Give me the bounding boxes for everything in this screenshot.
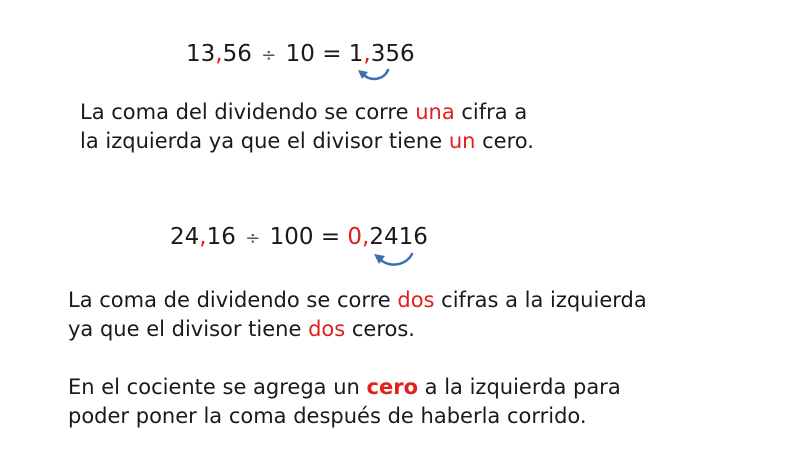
dividend-decimal: 16	[206, 224, 236, 250]
equation-1	[186, 43, 415, 66]
highlight-cero: cero	[366, 375, 418, 399]
divisor: 10	[285, 41, 315, 67]
division-sign: ÷	[261, 45, 277, 66]
division-sign: ÷	[245, 228, 261, 249]
divisor: 100	[269, 224, 314, 250]
explanation-2	[68, 286, 647, 344]
equals-sign: =	[320, 224, 341, 250]
explanation-1-line-2: la izquierda ya que el divisor tiene un cero.	[80, 129, 534, 153]
explanation-3-line-2: poder poner la coma después de haberla corrido.	[68, 404, 587, 428]
highlight-un: un	[448, 129, 476, 153]
highlight-dos: dos	[308, 317, 346, 341]
result-decimal: 356	[370, 41, 415, 67]
result-integer: 1	[348, 41, 364, 67]
curved-arrow-icon	[372, 250, 418, 272]
explanation-2-line-2: ya que el divisor tiene dos ceros.	[68, 317, 415, 341]
result-decimal: 2416	[369, 224, 428, 250]
explanation-1	[80, 98, 534, 156]
highlight-dos: dos	[397, 288, 435, 312]
dividend-comma: ,	[199, 224, 207, 250]
dividend-integer: 24	[170, 224, 200, 250]
dividend-integer: 13	[186, 41, 216, 67]
equals-sign: =	[322, 41, 342, 67]
equation-2	[170, 226, 428, 249]
curved-arrow-icon	[356, 66, 396, 86]
explanation-2-line-1: La coma de dividendo se corre dos cifras a la izquierda	[68, 288, 647, 312]
explanation-1-line-1: La coma del dividendo se corre una cifra a	[80, 100, 528, 124]
explanation-3	[68, 373, 621, 431]
dividend-decimal: 56	[222, 41, 252, 67]
explanation-3-line-1: En el cociente se agrega un cero a la izquierda para	[68, 375, 621, 399]
result-comma: ,	[362, 224, 370, 250]
highlight-una: una	[415, 100, 455, 124]
result-zero: 0	[347, 224, 363, 250]
result-comma: ,	[363, 41, 371, 67]
dividend-comma: ,	[215, 41, 223, 67]
